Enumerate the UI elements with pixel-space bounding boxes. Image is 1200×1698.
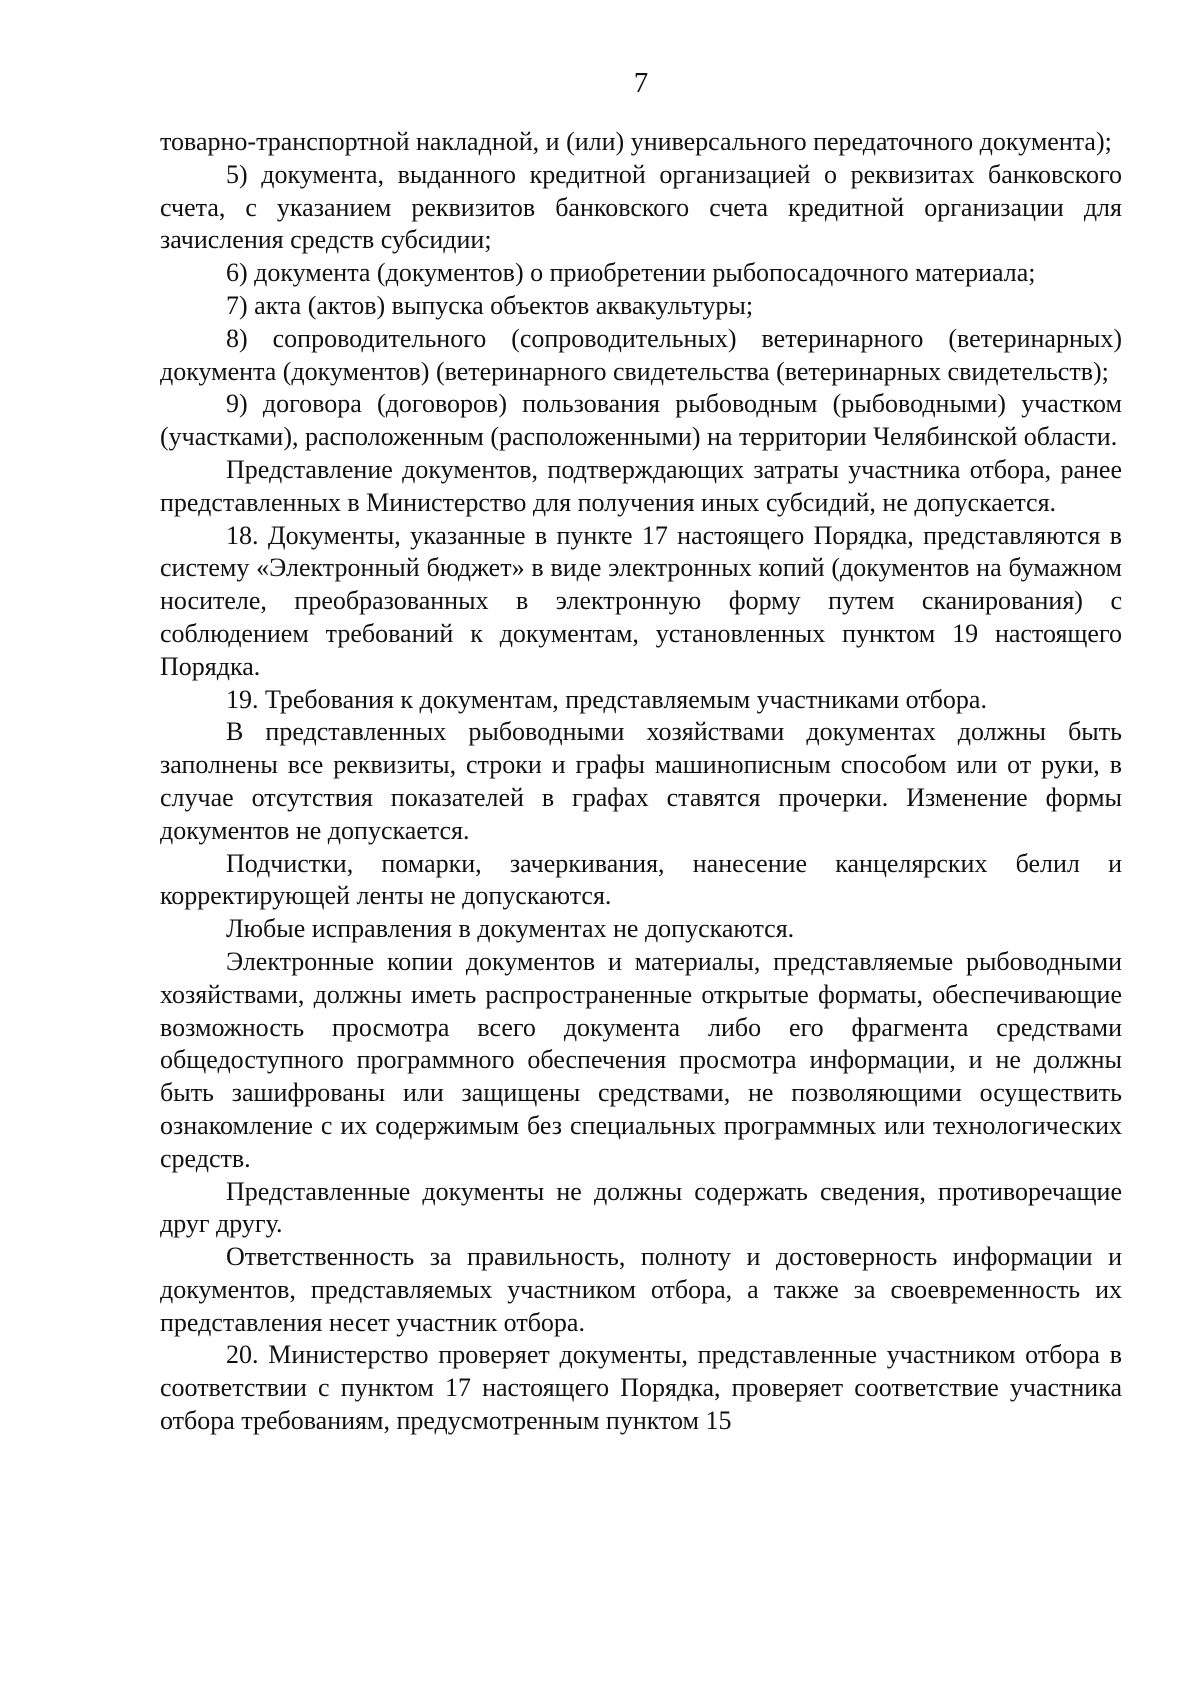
clause-19: 19. Требования к документам, представляемым участниками отбора.	[226, 684, 987, 714]
paragraph: товарно-транспортной накладной, и (или) универсального передаточного документа);	[160, 127, 1112, 156]
list-item-5: 5) документа, выданного кредитной организацией о реквизитах банковского счета, с указанием реквизитов банковского счета кредитной организации для зачисления средств субсидии;	[160, 159, 1122, 255]
clause-18: 18. Документы, указанные в пункте 17 настоящего Порядка, представляются в систему «Электронный бюджет» в виде электронных копий (документов на бумажном носителе, преобразованных в электронную форму путем сканирования) с соблюдением требований к документам, установленных пунктом 19 настоящего Порядка.	[160, 520, 1122, 681]
list-item-6: 6) документа (документов) о приобретении рыбопосадочного материала;	[226, 258, 1036, 288]
document-body	[160, 126, 1122, 1438]
list-item-8: 8) сопроводительного (сопроводительных) ветеринарного (ветеринарных) документа (документов) (ветеринарного свидетельства (ветеринарных свидетельств);	[160, 323, 1122, 386]
paragraph: Подчистки, помарки, зачеркивания, нанесение канцелярских белил и корректирующей ленты не допускаются.	[160, 848, 1122, 911]
paragraph: Любые исправления в документах не допускаются.	[226, 914, 795, 944]
paragraph: Электронные копии документов и материалы, представляемые рыбоводными хозяйствами, должны иметь распространенные открытые форматы, обеспечивающие возможность просмотра всего документа либо его фрагмента средствами общедоступного программного обеспечения просмотра информации, и не должны быть зашифрованы или защищены средствами, не позволяющими осуществить ознакомление с их содержимым без специальных программных или технологических средств.	[160, 946, 1122, 1173]
clause-20: 20. Министерство проверяет документы, представленные участником отбора в соответствии с пунктом 17 настоящего Порядка, проверяет соответствие участника отбора требованиям, предусмотренным пунктом 15	[160, 1340, 1122, 1436]
list-item-9: 9) договора (договоров) пользования рыбоводным (рыбоводными) участком (участками), расположенным (расположенными) на территории Челябинской области.	[160, 389, 1122, 452]
paragraph: В представленных рыбоводными хозяйствами документах должны быть заполнены все реквизиты, строки и графы машинописным способом или от руки, в случае отсутствия показателей в графах ставятся прочерки. Изменение формы документов не допускается.	[160, 717, 1122, 845]
list-item-7: 7) акта (актов) выпуска объектов аквакультуры;	[226, 290, 754, 320]
paragraph: Представленные документы не должны содержать сведения, противоречащие друг другу.	[160, 1176, 1122, 1239]
paragraph: Представление документов, подтверждающих затраты участника отбора, ранее представленных в Министерство для получения иных субсидий, не допускается.	[160, 454, 1122, 517]
page-number: 7	[633, 67, 649, 99]
paragraph: Ответственность за правильность, полноту и достоверность информации и документов, представляемых участником отбора, а также за своевременность их представления несет участник отбора.	[160, 1242, 1122, 1337]
